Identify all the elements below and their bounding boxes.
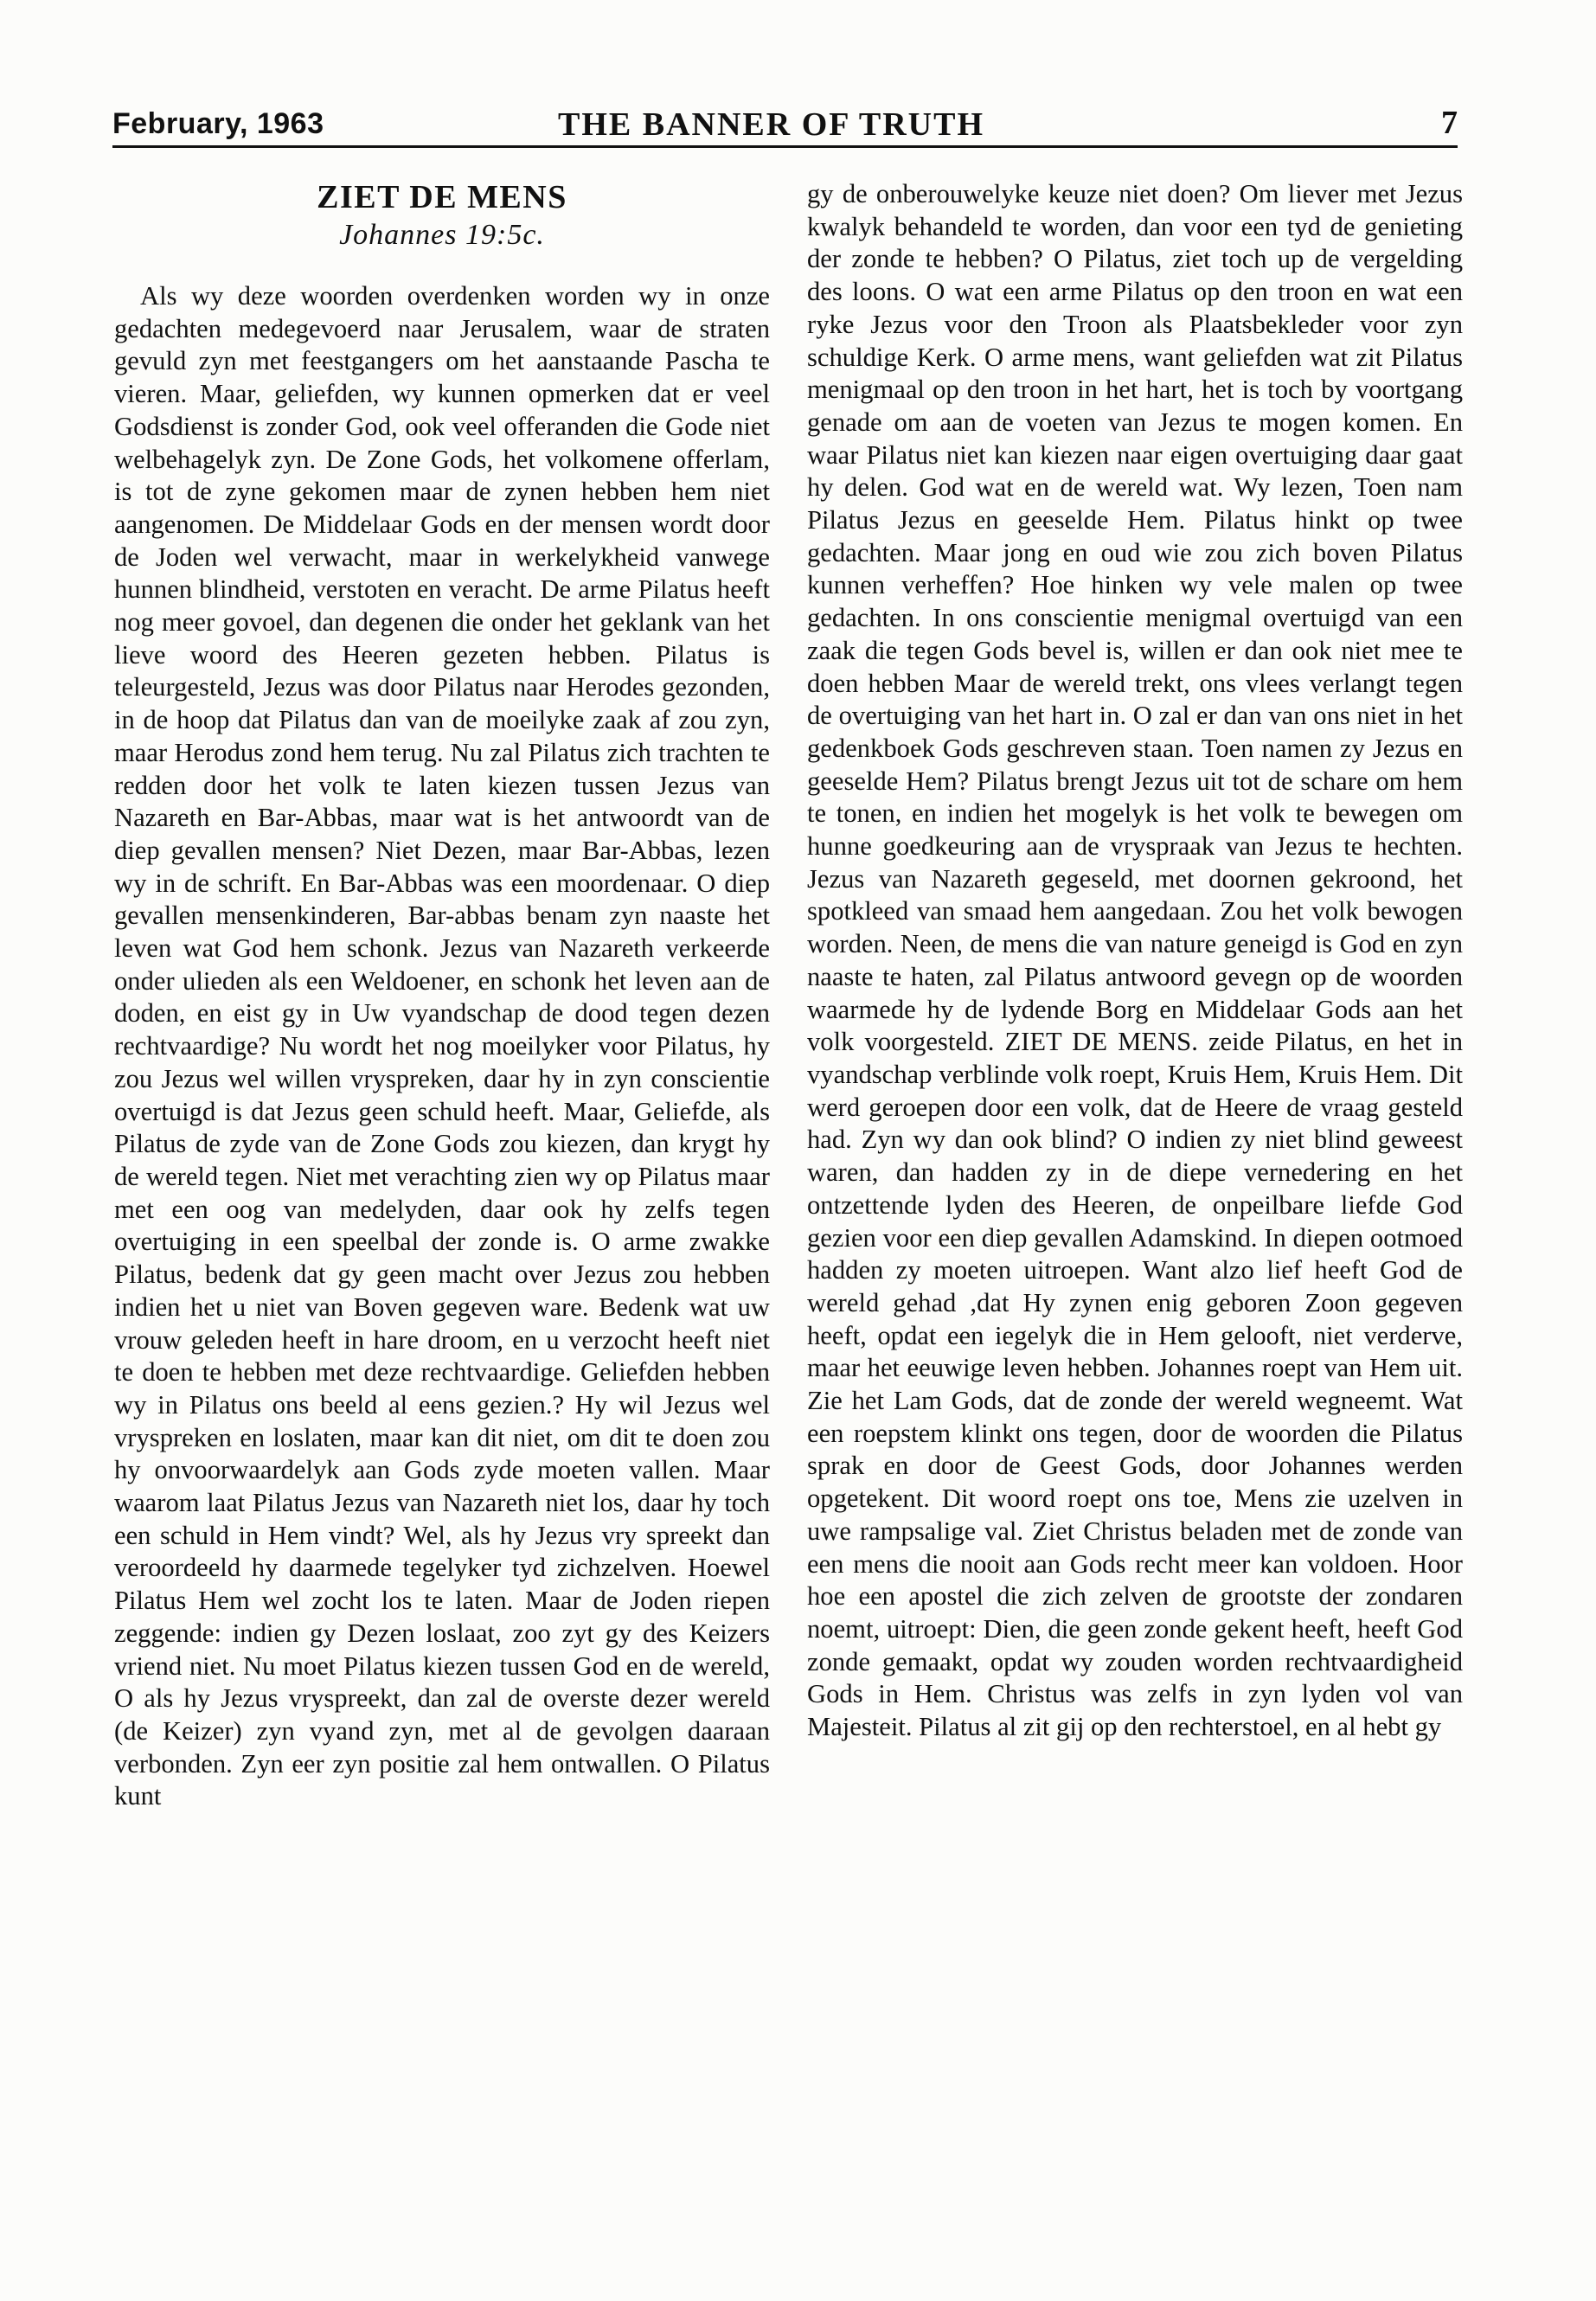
running-header bbox=[112, 102, 1458, 147]
issue-date: February, 1963 bbox=[112, 107, 324, 140]
page-number: 7 bbox=[1441, 105, 1458, 141]
right-column bbox=[807, 178, 1463, 1744]
left-column-text: Als wy deze woorden overdenken worden wy in onze gedachten medegevoerd naar Jerusalem, waar de straten gevuld zyn met feestgangers om het aanstaande Pascha te vieren. Maar, geliefden, wy kunnen opmerken dat er veel Godsdienst is zonder God, ook veel offeranden die Gode niet welbehagelyk zyn. De Zone Gods, het volkomene offerlam, is tot de zyne gekomen maar de zynen hebben hem niet aangenomen. De Middelaar Gods en der mensen wordt door de Joden wel verwacht, maar in werkelykheid vanwege hunnen blindheid, verstoten en veracht. De arme Pilatus heeft nog meer govoel, dan degenen die onder het geklank van het lieve woord des Heeren gezeten hebben. Pilatus is teleurgesteld, Jezus was door Pilatus naar Herodes gezonden, in de hoop dat Pilatus dan van de moeilyke zaak af zou zyn, maar Herodus zond hem terug. Nu zal Pilatus zich trachten te redden door het volk te laten kiezen tussen Jezus van Nazareth en Bar-Abbas, maar wat is het antwoordt van de diep gevallen mensen? Niet Dezen, maar Bar-Abbas, lezen wy in de schrift. En Bar-Abbas was een moordenaar. O diep gevallen mensenkinderen, Bar-abbas benam zyn naaste het leven wat God hem schonk. Jezus van Nazareth verkeerde onder ulieden als een Weldoener, en schonk het leven aan de doden, en eist gy in Uw vyandschap de dood tegen dezen rechtvaardige? Nu wordt het nog moeilyker voor Pilatus, hy zou Jezus wel willen vryspreken, daar hy in zyn conscientie overtuigd is dat Jezus geen schuld heeft. Maar, Geliefde, als Pilatus de zyde van de Zone Gods zou kiezen, dan krygt hy de wereld tegen. Niet met verachting zien wy op Pilatus maar met een oog van medelyden, daar ook hy zelfs tegen overtuiging in een speelbal der zonde is. O arme zwakke Pilatus, bedenk dat gy geen macht over Jezus zou hebben indien het u niet van Boven gegeven ware. Bedenk wat uw vrouw geleden heeft in hare droom, en u verzocht heeft niet te doen te hebben met deze rechtvaardige. Geliefden hebben wy in Pilatus ons beeld al eens gezien.? Hy wil Jezus wel vryspreken en loslaten, maar kan dit niet, om dit te doen zou hy onvoorwaardelyk aan Gods zyde moeten vallen. Maar waarom laat Pilatus Jezus van Nazareth niet los, daar hy toch een schuld in Hem vindt? Wel, als hy Jezus vry spreekt dan veroordeeld hy daarmede tegelyker tyd zichzelven. Hoewel Pilatus Hem wel zocht los te laten. Maar de Joden riepen zeggende: indien gy Dezen loslaat, zoo zyt gy des Keizers vriend niet. Nu moet Pilatus kiezen tussen God en de wereld, O als hy Jezus vryspreekt, dan zal de overste dezer wereld (de Keizer) zyn vyand zyn, met al de gevolgen daaraan verbonden. Zyn eer zyn positie zal hem ontwallen. O Pilatus kunt bbox=[114, 281, 770, 1811]
scripture-reference: Johannes 19:5c. bbox=[339, 219, 545, 251]
publication-title: THE BANNER OF TRUTH bbox=[558, 106, 985, 143]
right-column-text: gy de onberouwelyke keuze niet doen? Om liever met Jezus kwalyk behandeld te worden, dan voor een tyd de genieting der zonde te hebben? O Pilatus, ziet toch up de vergelding des loons. O wat een arme Pilatus op den troon en wat een ryke Jezus voor den Troon als Plaatsbekleder voor zyn schuldige Kerk. O arme mens, want geliefden wat zit Pilatus menigmaal op den troon in het hart, het is toch by voortgang genade om aan de voeten van Jezus te mogen komen. En waar Pilatus niet kan kiezen naar eigen overtuiging daar gaat hy delen. God wat en de wereld wat. Wy lezen, Toen nam Pilatus Jezus en geeselde Hem. Pilatus hinkt op twee gedachten. Maar jong en oud wie zou zich boven Pilatus kunnen verheffen? Hoe hinken wy vele malen op twee gedachten. In ons conscientie menigmal overtuigd van een zaak die tegen Gods bevel is, willen er dan ook niet mee te doen hebben Maar de wereld trekt, ons vlees verlangt tegen de overtuiging van het hart in. O zal er dan van ons niet in het gedenkboek Gods geschreven staan. Toen namen zy Jezus en geeselde Hem? Pilatus brengt Jezus uit tot de schare om hem te tonen, en indien het mogelyk is het volk te bewegen om hunne goedkeuring aan de vryspraak van Jezus te hechten. Jezus van Nazareth gegeseld, met doornen gekroond, het spotkleed van smaad hem aangedaan. Zou het volk bewogen worden. Neen, de mens die van nature geneigd is God en zyn naaste te haten, zal Pilatus antwoord gevegn op de woorden waarmede hy de lydende Borg en Middelaar Gods aan het volk voorgesteld. ZIET DE MENS. zeide Pilatus, en het in vyandschap verblinde volk roept, Kruis Hem, Kruis Hem. Dit werd geroepen door een volk, dat de Heere de vraag gesteld had. Zyn wy dan ook blind? O indien zy niet blind geweest waren, dan hadden zy in de diepe vernedering en het ontzettende lyden des Heeren, de onpeilbare liefde God gezien voor een diep gevallen Adamskind. In diepen ootmoed hadden zy moeten uitroepen. Want alzo lief heeft God de wereld gehad ,dat Hy zynen enig geboren Zoon gegeven heeft, opdat een iegelyk die in Hem gelooft, niet verderve, maar het eeuwige leven hebben. Johannes roept van Hem uit. Zie het Lam Gods, dat de zonde der wereld wegneemt. Wat een roepstem klinkt ons tegen, door de woorden die Pilatus sprak en door de Geest Gods, door Johannes werden opgetekent. Dit woord roept ons toe, Mens zie uzelven in uwe rampsalige val. Ziet Christus beladen met de zonde van een mens die nooit aan Gods recht meer kan voldoen. Hoor hoe een apostel die zich zelven de grootste der zondaren noemt, uitroept: Dien, die geen zonde gekent heeft, heeft God zonde gemaakt, opdat wy zouden worden rechtvaardigheid Gods in Hem. Christus was zelfs in zyn lyden vol van Majesteit. Pilatus al zit gij op den rechterstoel, en al hebt gy bbox=[807, 179, 1463, 1742]
article-title: ZIET DE MENS bbox=[317, 179, 567, 215]
left-column bbox=[114, 178, 770, 1813]
header-rule bbox=[112, 145, 1458, 148]
